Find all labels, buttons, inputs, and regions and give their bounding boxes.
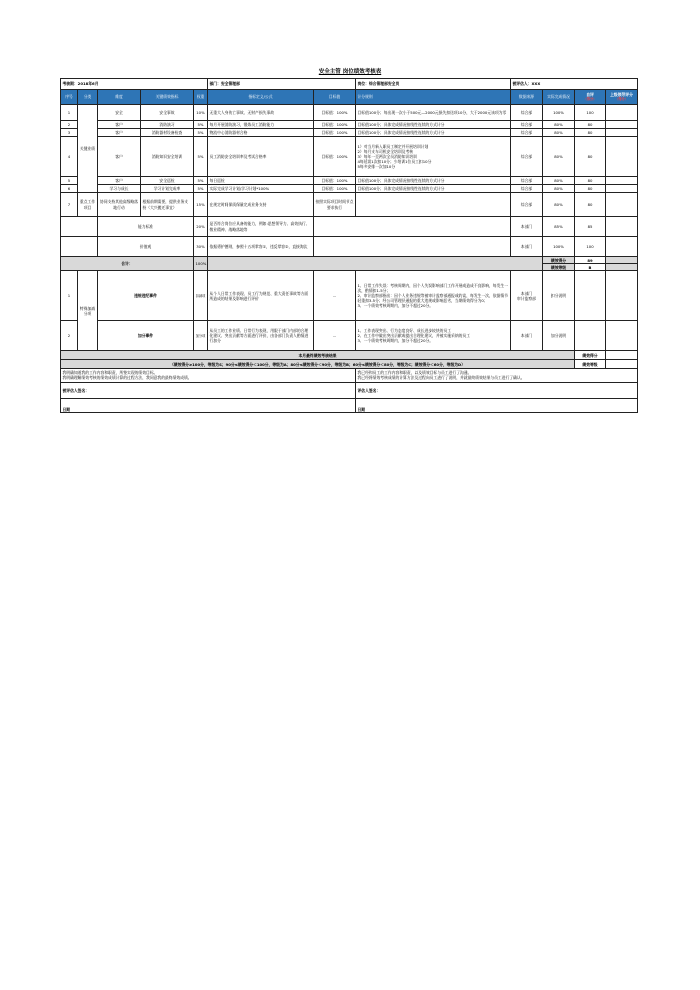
date-row xyxy=(61,399,638,413)
header-row xyxy=(61,90,638,105)
kpi-category-label: 关键业绩 xyxy=(79,145,96,151)
row-actual: 80% xyxy=(543,137,575,177)
row-weight: 5% xyxy=(194,185,208,193)
row-definition: 实际完成学习计划/学习计划*100% xyxy=(208,185,314,193)
scoring-line: 2、在工作中做出突出贡献或提出合理化建议，并被实施采纳的员工 xyxy=(357,333,471,339)
header-self xyxy=(575,90,606,105)
row-target: 目标值：100% xyxy=(314,177,356,185)
row-actual: 80% xyxy=(543,121,575,129)
assessee-signature[interactable]: 被评估人签名： xyxy=(61,383,356,399)
kpi-row xyxy=(61,129,638,137)
row-scoring xyxy=(356,193,511,217)
row-self-score: 80 xyxy=(575,193,606,217)
row-no: 7 xyxy=(61,193,78,217)
row-scoring: 目标值100分；具体完成情况按线性连续的方式计分 xyxy=(356,177,511,185)
row-kind: 扣减项 xyxy=(194,271,208,321)
performance-table xyxy=(60,78,638,413)
row-scoring: 目标值100分；具体完成情况按线性连续的方式计分 xyxy=(356,121,511,129)
scoring-line: 3、一个绩效考核周期内，加分不超过20分。 xyxy=(357,303,434,309)
row-kpi: 消防演习 xyxy=(141,121,194,129)
row-no: 3 xyxy=(61,129,78,137)
row-weight: 15% xyxy=(194,193,208,217)
row-scoring xyxy=(356,321,511,351)
scoring-line: 3、一个绩效考核周期内，加分不超过20分。 xyxy=(357,338,434,344)
row-scoring: 目标值100分；每出现一次小于500元—2000元损失扣送项10分，大于2000元该项为零 xyxy=(356,105,511,121)
kpi-row xyxy=(61,177,638,185)
row-definition: 每日巡检 xyxy=(208,177,314,185)
row-target: -- xyxy=(314,321,356,351)
final-row xyxy=(61,351,638,360)
final-label: 本月最终绩效考核结果 xyxy=(61,351,575,360)
assessor-statement xyxy=(356,369,638,383)
row-scoring: 目标值100分；具体完成情况按线性连续的方式计分 xyxy=(356,185,511,193)
special-row xyxy=(61,321,638,351)
scoring-line: 3）每年一至两次全员消防知识培训 xyxy=(357,153,417,159)
row-self-score: 80 xyxy=(575,185,606,193)
final-formula-row xyxy=(61,360,638,369)
row-definition: 在规定时间保质保量完成业务支持 xyxy=(208,193,314,217)
kpi-row xyxy=(61,137,638,177)
header-category: 分类 xyxy=(78,90,98,105)
row-target: 目标值：100% xyxy=(314,105,356,121)
row-dimension: 客户 xyxy=(98,137,141,177)
scoring-line: 1、工作表现突出、行为态度良好、成长进步较快的员工 xyxy=(357,328,452,334)
row-no: 6 xyxy=(61,185,78,193)
row-no: 5 xyxy=(61,177,78,185)
scoring-line: 2、审计监察部指出：因个人业务违规等被审计监察部通报或约谈，每发生一次，依据情节轻重扣3-5分；经公司管理层通报的重大违规或影响恶劣，当期绩效得分为0； xyxy=(357,293,508,304)
row-actual: 85% xyxy=(543,217,575,237)
assessor-signature[interactable]: 评估人签名： xyxy=(356,383,638,399)
row-leader-score xyxy=(606,105,638,121)
ability-row xyxy=(61,217,638,237)
row-self-score: 80 xyxy=(575,129,606,137)
period-label: 考核期：2018年6月 xyxy=(61,79,208,90)
header-self-label: 自评 xyxy=(586,92,594,98)
row-self-score: 85 xyxy=(575,217,606,237)
total-label: 合计： xyxy=(61,257,194,271)
kpi-category-cell xyxy=(78,105,98,193)
header-scoring: 计分规则 xyxy=(356,90,511,105)
row-definition: 每月开展消防演习，锻炼员工消防能力 xyxy=(208,121,314,129)
row-leader-score xyxy=(606,193,638,217)
header-dimension: 维度 xyxy=(98,90,141,105)
row-no: 1 xyxy=(61,271,78,321)
row-leader-score xyxy=(606,185,638,193)
statement-line: 我明确理解绩效考核的绩效成绩计算的过程方法，我同意我的最终绩效成绩。 xyxy=(62,374,192,380)
row-kpi: 学习计划完成率 xyxy=(141,185,194,193)
final-formula: （绩效得分≥100分，等级为S；90分≤绩效得分＜100分，等级为A；80分≤绩效得分＜90分，等级为B；60分≤绩效得分＜80分，等级为C；绩效得分＜60分，等级为D） xyxy=(61,360,575,369)
statement-line: 我已经将绩效考核成绩的计算方法及过程向员工进行了说明，并就最终绩效结果与员工进行了确认。 xyxy=(357,374,525,380)
row-leader-score xyxy=(606,129,638,137)
row-actual: 加分说明 xyxy=(543,321,575,351)
row-kpi: 违规违纪事件 xyxy=(98,271,194,321)
row-kpi: 根据前期需要，提供业务支持（大兴搬迁事宜） xyxy=(141,193,194,217)
kpi-row xyxy=(61,193,638,217)
header-target: 目标值 xyxy=(314,90,356,105)
row-definition: 从个人日常工作表现、员工行为规范、重大责任事故等方面所造成的结果及影响进行评价 xyxy=(208,271,314,321)
row-kpi: 加分事件 xyxy=(98,321,194,351)
row-no: 2 xyxy=(61,121,78,129)
row-no: 1 xyxy=(61,105,78,121)
row-dimension: 客户 xyxy=(98,121,141,129)
dept-label: 部门：安全管理部 xyxy=(208,79,356,90)
kpi-row xyxy=(61,185,638,193)
score-value: 89 xyxy=(575,257,606,264)
header-actual: 实际完成情况 xyxy=(543,90,575,105)
row-source: 综合部 xyxy=(511,137,543,177)
row-weight: 10% xyxy=(194,105,208,121)
row-kind: 加分项 xyxy=(194,321,208,351)
row-kpi: 消防知识安全培训 xyxy=(141,137,194,177)
row-leader-score xyxy=(606,137,638,177)
row-dimension: 客户 xyxy=(98,129,141,137)
assessor-date[interactable]: 日期 xyxy=(356,399,638,413)
row-target: 目标值：100% xyxy=(314,121,356,129)
row-weight: 30% xyxy=(194,237,208,257)
assessee-date[interactable]: 日期 xyxy=(61,399,356,413)
row-scoring xyxy=(356,137,511,177)
row-definition: 物流中心消防器材合格 xyxy=(208,129,314,137)
scoring-line: 1）对当月新入职员工制定并开展培训计划 xyxy=(357,143,429,149)
kpi-row xyxy=(61,105,638,121)
row-actual: 100% xyxy=(543,105,575,121)
row-target: -- xyxy=(314,271,356,321)
row-target: 目标值：100% xyxy=(314,185,356,193)
confirm-row xyxy=(61,369,638,383)
header-leader-note: （得分） xyxy=(615,97,628,102)
row-dimension: 学习与成长 xyxy=(98,185,141,193)
row-source: 综合部 xyxy=(511,177,543,185)
row-scoring: 目标值100分；具体完成情况按线性连续的方式计分 xyxy=(356,129,511,137)
row-self-score: 80 xyxy=(575,121,606,129)
row-kpi: 消防器材设备检查 xyxy=(141,129,194,137)
row-kpi: 安全事故 xyxy=(141,105,194,121)
row-definition: 从员工的工作业绩、日常行为表现，用限于部门内部的合理化建议、突出贡献等方面进行评价，由各部门负责人酌情进行加分 xyxy=(208,321,314,351)
row-actual: 80% xyxy=(543,185,575,193)
special-category: 特殊加减分项 xyxy=(78,271,98,351)
info-row xyxy=(61,79,638,90)
row-no: 4 xyxy=(61,137,78,177)
header-definition: 指标定义/公式 xyxy=(208,90,314,105)
row-actual: 扣分说明 xyxy=(543,271,575,321)
score-label: 绩效得分 xyxy=(543,257,575,264)
row-source: 综合部 xyxy=(511,129,543,137)
row-source: 综合部 xyxy=(511,121,543,129)
header-leader xyxy=(606,90,638,105)
row-definition: 是否符合岗位应具备的能力，例如:思想领导力、高效执行、敬业精神、战略落地等 xyxy=(208,217,314,237)
row-dimension: 协同支持其他高级略落地行动 xyxy=(98,193,141,217)
special-row xyxy=(61,271,638,321)
form-title: 安全主管 岗位绩效考核表 xyxy=(318,69,382,75)
row-source: 本部门 审计监察部 xyxy=(511,271,543,321)
row-definition: 依据勇护德则，参照十五项掌容①，违反掌容②，直接淘汰 xyxy=(208,237,314,257)
row-source: 综合部 xyxy=(511,105,543,121)
row-self-score: 100 xyxy=(575,237,606,257)
row-source: 综合部 xyxy=(511,193,543,217)
final-score-label: 绩效得分 xyxy=(575,351,606,360)
total-row xyxy=(61,257,638,264)
row-target: 按照实际项目时间节点要求执行 xyxy=(314,193,356,217)
row-kpi: 价值观 xyxy=(98,237,194,257)
grade-value: B xyxy=(575,264,606,271)
row-no: 2 xyxy=(61,321,78,351)
scoring-line: 2）每月支车司机安全培训及考核 xyxy=(357,148,414,154)
row-actual: 100% xyxy=(543,237,575,257)
assessee-statement xyxy=(61,369,356,383)
row-source: 本部门 xyxy=(511,321,543,351)
final-grade-value xyxy=(606,360,638,369)
row-dimension: 安全 xyxy=(98,105,141,121)
row-weight: 5% xyxy=(194,137,208,177)
row-leader-score xyxy=(606,217,638,237)
values-row xyxy=(61,237,638,257)
row-dimension: 客户 xyxy=(98,177,141,185)
row-category: 重点工作项目 xyxy=(78,193,98,217)
row-definition: 无重大人身伤亡事故、无财产损失事故 xyxy=(208,105,314,121)
row-kpi: 安全巡检 xyxy=(141,177,194,185)
header-weight: 权重 xyxy=(194,90,208,105)
kpi-row xyxy=(61,121,638,129)
row-target: 目标值：100% xyxy=(314,129,356,137)
row-self-score: 80 xyxy=(575,137,606,177)
statement-line: 我明确知道我的工作内容和职责，所签实现的绩效目标。 xyxy=(62,369,158,375)
signature-row xyxy=(61,383,638,399)
final-score-value xyxy=(606,351,638,360)
header-source: 数据来源 xyxy=(511,90,543,105)
total-weight: 100% xyxy=(194,257,208,271)
statement-line: 我已经和员工的工作内容和职责，以及绩效目标与员工进行了沟通。 xyxy=(357,369,472,375)
assessee-label: 被评估人：XXX xyxy=(511,79,638,90)
row-actual: 80% xyxy=(543,177,575,185)
header-leader-label: 上级领导评分 xyxy=(610,92,633,98)
row-source: 综合部 xyxy=(511,185,543,193)
row-weight: 5% xyxy=(194,177,208,185)
header-self-note: （得分） xyxy=(583,97,597,102)
row-target: 目标值：100% xyxy=(314,137,356,177)
header-no: 序号 xyxy=(61,90,78,105)
row-weight: 5% xyxy=(194,121,208,129)
scoring-line: 4每延误1次扣10分；少培训1位员工扣10分 xyxy=(357,159,432,165)
scoring-line: 1、日常工作失误：考核周期内，因个人失误影响部门工作开展或造成不良影响，每发生一次，酌情扣1-5分； xyxy=(357,282,508,294)
row-leader-score xyxy=(606,121,638,129)
row-self-score: 100 xyxy=(575,105,606,121)
row-leader-score xyxy=(606,237,638,257)
scoring-line: 5每多安排一次加10分 xyxy=(357,164,396,170)
row-self-score: 80 xyxy=(575,177,606,185)
header-kpi: 关键绩效指标 xyxy=(141,90,194,105)
row-definition: 员工消防安全培训率及考试合格率 xyxy=(208,137,314,177)
row-actual: 80% xyxy=(543,129,575,137)
row-leader-score xyxy=(606,177,638,185)
row-actual: 80% xyxy=(543,193,575,217)
row-scoring xyxy=(356,271,511,321)
row-source: 本部门 xyxy=(511,237,543,257)
final-grade-label: 绩效等级 xyxy=(575,360,606,369)
position-label: 岗位：综合管理部安全员 xyxy=(356,79,511,90)
grade-label: 绩效等级 xyxy=(543,264,575,271)
row-weight: 20% xyxy=(194,217,208,237)
row-source: 本部门 xyxy=(511,217,543,237)
row-weight: 5% xyxy=(194,129,208,137)
row-kpi: 能力标准 xyxy=(98,217,194,237)
